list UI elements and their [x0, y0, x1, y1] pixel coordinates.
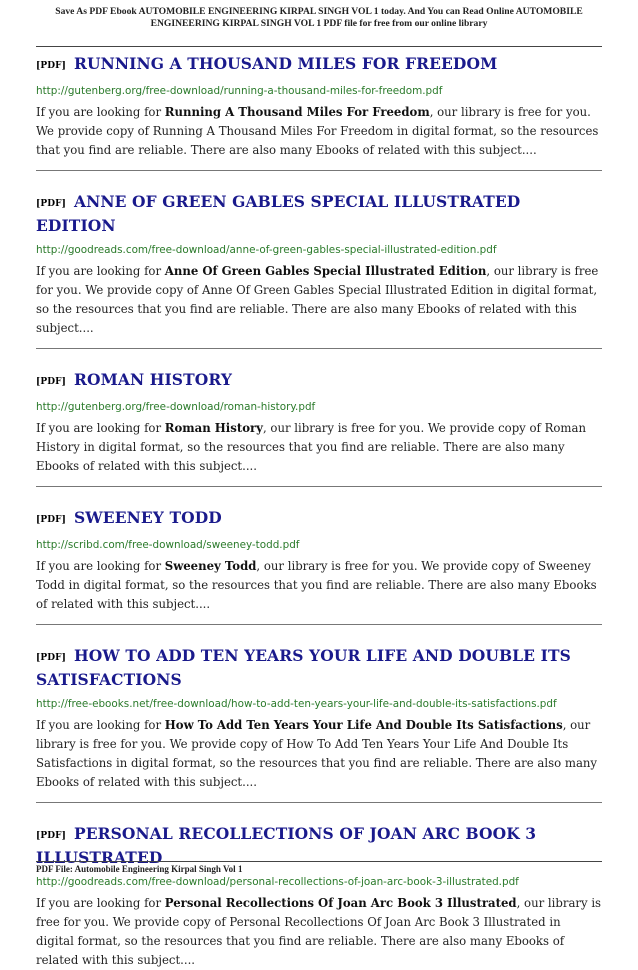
description-prefix: If you are looking for: [36, 559, 165, 573]
description-bold-title: Personal Recollections Of Joan Arc Book 3 Illustrated: [164, 896, 517, 910]
page-footer: PDF File: Automobile Engineering Kirpal Singh Vol 1: [36, 864, 243, 874]
entry-title[interactable]: [36, 191, 602, 236]
entry-description: [36, 103, 602, 160]
header-divider: [36, 46, 602, 47]
description-bold-title: Sweeney Todd: [164, 559, 257, 573]
list-item: [36, 53, 602, 171]
pdf-tag: [PDF]: [36, 61, 66, 71]
description-suffix: , our library is free for you. We provide copy of Roman History in digital format, so the resources that you find are reliable. There are also many Ebooks of related with this subject....: [36, 421, 586, 473]
entry-link[interactable]: http://goodreads.com/free-download/personal-recollections-of-joan-arc-book-3-illustrated.pdf: [36, 876, 519, 888]
description-prefix: If you are looking for: [36, 264, 165, 278]
list-item: [36, 369, 602, 487]
entry-divider: [36, 624, 602, 625]
entry-link[interactable]: http://free-ebooks.net/free-download/how-to-add-ten-years-your-life-and-double-its-satisfactions.pdf: [36, 698, 557, 710]
entry-list: [36, 48, 602, 970]
entry-link[interactable]: http://gutenberg.org/free-download/roman-history.pdf: [36, 401, 316, 413]
pdf-tag: [PDF]: [36, 377, 66, 387]
entry-title-text: SWEENEY TODD: [73, 508, 222, 527]
description-prefix: If you are looking for: [36, 105, 165, 119]
list-item: [36, 507, 602, 625]
entry-title[interactable]: [36, 645, 602, 690]
page-header: Save As PDF Ebook AUTOMOBILE ENGINEERING KIRPAL SINGH VOL 1 today. And You can Read Online AUTOMOBILE ENGINEERING KIRPAL SINGH VOL 1 PDF file for free from our online library: [55, 6, 583, 29]
list-item: [36, 823, 602, 970]
entry-title[interactable]: [36, 369, 602, 393]
entry-title[interactable]: [36, 53, 602, 77]
entry-description: [36, 894, 602, 970]
description-suffix: , our library is free for you. We provide copy of Personal Recollections Of Joan Arc Book 3 Illustrated in digital format, so the resources that you find are reliable. There are also many Ebooks of related with this subject....: [36, 896, 602, 967]
entry-title[interactable]: [36, 507, 602, 531]
entry-divider: [36, 802, 602, 803]
pdf-tag: [PDF]: [36, 199, 66, 209]
entry-description: [36, 262, 602, 338]
entry-link[interactable]: http://goodreads.com/free-download/anne-of-green-gables-special-illustrated-edition.pdf: [36, 244, 497, 256]
pdf-tag: [PDF]: [36, 653, 66, 663]
description-bold-title: Anne Of Green Gables Special Illustrated Edition: [164, 264, 487, 278]
entry-title-text: RUNNING A THOUSAND MILES FOR FREEDOM: [73, 54, 498, 73]
entry-title-text: HOW TO ADD TEN YEARS YOUR LIFE AND DOUBLE ITS SATISFACTIONS: [36, 646, 571, 689]
description-bold-title: Running A Thousand Miles For Freedom: [164, 105, 430, 119]
entry-divider: [36, 348, 602, 349]
description-bold-title: Roman History: [164, 421, 263, 435]
entry-description: [36, 716, 602, 792]
footer-divider: [36, 861, 602, 862]
description-suffix: , our library is free for you. We provide copy of Anne Of Green Gables Special Illustrated Edition in digital format, so the resources that you find are reliable. There are also many Ebooks of related with this subject....: [36, 264, 599, 335]
list-item: [36, 645, 602, 803]
entry-description: [36, 557, 602, 614]
entry-divider: [36, 170, 602, 171]
entry-title-text: ANNE OF GREEN GABLES SPECIAL ILLUSTRATED EDITION: [36, 192, 521, 235]
entry-link[interactable]: http://scribd.com/free-download/sweeney-todd.pdf: [36, 539, 300, 551]
pdf-tag: [PDF]: [36, 515, 66, 525]
description-prefix: If you are looking for: [36, 718, 165, 732]
entry-link[interactable]: http://gutenberg.org/free-download/running-a-thousand-miles-for-freedom.pdf: [36, 85, 443, 97]
description-suffix: , our library is free for you. We provide copy of Sweeney Todd in digital format, so the resources that you find are reliable. There are also many Ebooks of related with this subject....: [36, 559, 597, 611]
list-item: [36, 191, 602, 349]
pdf-tag: [PDF]: [36, 831, 66, 841]
description-prefix: If you are looking for: [36, 421, 165, 435]
description-bold-title: How To Add Ten Years Your Life And Double Its Satisfactions: [164, 718, 563, 732]
description-prefix: If you are looking for: [36, 896, 165, 910]
entry-divider: [36, 486, 602, 487]
entry-title-text: ROMAN HISTORY: [73, 370, 233, 389]
description-suffix: , our library is free for you. We provide copy of Running A Thousand Miles For Freedom in digital format, so the resources that you find are reliable. There are also many Ebooks of related with this subject....: [36, 105, 599, 157]
entry-description: [36, 419, 602, 476]
description-suffix: , our library is free for you. We provide copy of How To Add Ten Years Your Life And Double Its Satisfactions in digital format, so the resources that you find are reliable. There are also many Ebooks of related with this subject....: [36, 718, 598, 789]
entry-title-text: PERSONAL RECOLLECTIONS OF JOAN ARC BOOK 3 ILLUSTRATED: [36, 824, 537, 867]
